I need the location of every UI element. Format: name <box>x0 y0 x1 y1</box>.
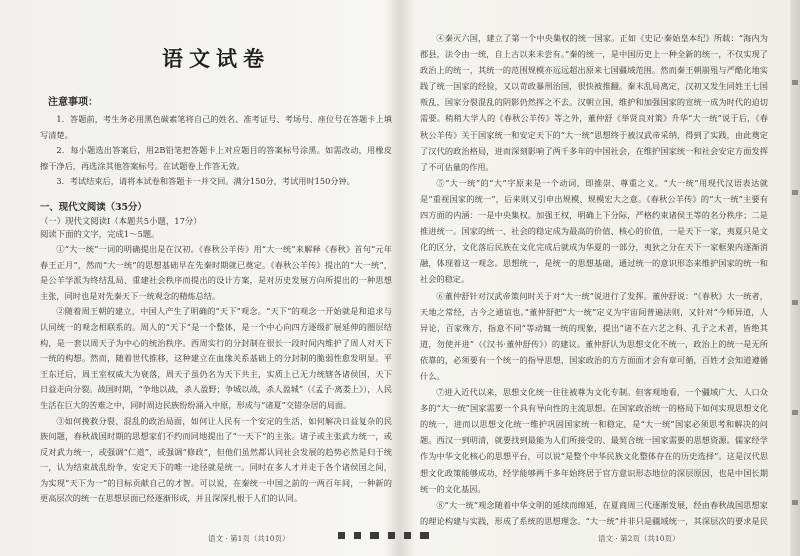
notice-item-3: 3．考试结束后，请将本试卷和答题卡一并交回。满分150分，考试用时150分钟。 <box>56 176 355 187</box>
right-page-footer: 语文 · 第2页（共10页） <box>598 534 680 543</box>
notice-item-2: 2．每小题选出答案后，用2B铅笔把答题卡上对应题目的答案标号涂黑。如需改动，用橡皮擦干净后，再选涂其他答案标号。在试题卷上作答无效。 <box>40 145 392 171</box>
registration-marks <box>338 532 429 539</box>
registration-mark <box>404 532 411 539</box>
left-paragraph-1: ①“大一统”一词的明确提出是在汉初。《春秋公羊传》用“大一统”来解释《春秋》首句“元年春王正月”，然而“大一统”的思想基础早在先秦时期就已奠定。《春秋公羊传》提出的“大一统”，是公羊学派为终结乱局、重建社会秩序而提出的设计方案，是对历史发展方向所提出的一种思想主张，同时也是对先秦天下一统观念的精炼总结。 <box>40 243 392 301</box>
registration-mark <box>420 532 429 539</box>
left-paragraph-2: ②随着周王朝的建立，中国人产生了明确的“天下”观念。“天下”的观念一开始就是和追求与认同统一的观念相联系的。周人的“天下”是一个整体，是一个中心向四方逐级扩展延伸的圈层结构，是一套以周天子为中心的统治秩序。西周实行的分封制在很长一段时间内维护了周人对天下一统的构想。然而，随着世代推移，这种建立在血缘关系基础上的分封制的脆弱性愈发明显。平王东迁后，周王室权威大为衰落，周天子虽仍名为天下共主，实质上已无力统辖各诸侯国，天下日益走向分裂。战国时期，“争地以战，杀人盈野；争城以战，杀人盈城”（《孟子·离娄上》），人民生活在巨大的苦难之中，同时周边民族纷纷涌入中原，形成与“诸夏”交错杂居的局面。 <box>40 306 392 410</box>
edge-mark <box>792 190 798 195</box>
right-paragraph-7: ⑦进入近代以来，思想文化统一往往被尊为文化专制。但客观地看，一个疆域广大、人口众多的“大一统”国家需要一个具有导向性的主流思想。在国家政治统一的格局下如何实现思想文化的统一，进而以思想文化统一维护巩固国家统一和稳定，是“大一统”国家必须思考和解决的问题。西汉一到明清，就要找到最能为人们所接受的、最契合统一国家需要的思想资源。儒家经学作为中华文化核心的思想平台，可以说“是整个中华民族文化整体存在的历史选择”。这是汉代思想文化政策能够成功，经学能够两千多年始终居于官方意识形态地位的深层原因，也是中国长期统一的文化基因。 <box>420 387 768 494</box>
left-page-footer: 语文 · 第1页（共10页） <box>208 534 290 543</box>
right-page <box>420 0 768 530</box>
right-paragraph-6: ⑥董仲舒针对汉武帝策问时关于对“大一统”说进行了发挥。董仲舒说：“《春秋》大一统者，天地之常经，古今之通谊也。”董仲舒把“大一统”定义为宇宙间普遍法则，又针对“今师异道，人异论，百家殊方，指意不同”等动辄一统的现象，提出“诸不在六艺之科、孔子之术者，皆绝其道，勿使并进”（《汉书·董仲舒传》）的建议。董仲舒认为思想文化不统一，政治上的统一是无所依靠的，必须要有一个统一的指导思想，国家政治的方方面面才会有章可循，百姓才会知道遵循什么。 <box>420 290 768 381</box>
registration-mark <box>388 532 395 539</box>
notice-item-1: 1．答题前，考生务必用黑色碳素笔将自己的姓名、准考证号、考场号、座位号在答题卡上填写清楚。 <box>40 114 392 140</box>
edge-mark <box>792 300 798 305</box>
registration-mark <box>370 532 379 539</box>
section-heading: 一、现代文阅读（35分） <box>40 201 147 213</box>
right-paragraph-5: ⑤“大一统”的“大”字原来是一个动词，即推崇、尊重之义。“大一统”用现代汉语表达就是“重视国家的统一”，后来则又引申出规模、规模宏大之意。《春秋公羊传》的“大一统”主要有四方面的内涵：一是中央集权。加强王权，明确上下分际，严格约束诸侯王等的名分秩序；二是推进统一。国家的统一、社会的稳定成为最高的价值、核心的价值，一是天下一家，夷夏只是文化的区分，文化落后民族在文化完成后就成为华夏的一部分，夷狄之分在天下一家框架内逐渐消融，体现着这一观念。思想统一，是统一的思想基础，通过统一的意识形态来维护国家的统一和社会的稳定。 <box>420 177 768 285</box>
notice-heading: 注意事项： <box>48 97 98 108</box>
left-page <box>40 0 392 530</box>
registration-mark <box>338 532 345 539</box>
edge-mark <box>792 410 798 415</box>
sub-heading: （一）现代文阅读Ⅰ（本题共5小题，17分） <box>40 215 202 226</box>
reading-instruction: 阅读下面的文字，完成1～5题。 <box>40 228 160 239</box>
binding-edge <box>790 0 800 556</box>
right-paragraph-8: ⑧“大一统”观念随着中华文明的延续而绵延，在夏商周三代逐渐发展，经由春秋战国思想家的理论构建与实践，形成了系统的思想理念。“大一统”并非只是疆域统一，其深层次的要求是民 <box>420 499 768 526</box>
edge-mark <box>792 500 798 505</box>
right-paragraph-4: ④秦灭六国，建立了第一个中央集权的统一国家。正如《史记·秦始皇本纪》所载：“海内为郡县，法令由一统，自上古以来未尝有。”秦的统一，是中国历史上一种全新的统一，不仅实现了政治上的统一，其统一的范围规模亦远远超出原来七国疆域范围。然而秦王朝崩殂与严酷化地实践了统一国家的经验，又以苛政暴刑治国，很快被推翻。秦末乱局离定，汉初又发生同姓王七国叛乱，国家分裂混乱的阴影仍然挥之不去。汉朝立国，维护和加强国家的宣统一成为时代的迫切需要。稍稍大学人的《春秋公羊传》等之外，董仲舒《举贤良对策》升华“大一统”说于后，《春秋公羊传》关于国家统一和安定天下的“大一统”思想终于被汉武帝采纳，得到了实践，由此奠定了汉代的政治格局，进而深刻影响了两千多年的中国社会，在维护国家统一和社会安定方面发挥了不可估量的作用。 <box>420 33 768 172</box>
registration-mark <box>354 532 361 539</box>
page-title: 语文试卷 <box>162 46 270 71</box>
edge-mark <box>792 80 798 85</box>
left-paragraph-3: ③如何挽救分裂、混乱的政治局面，如何让人民有一个安定的生活，如何解决日益复杂的民族问题，春秋战国时期的思想家们不约而同地提出了“一天下”的主张。诸子或主张武力统一，或反对武力统一，或强调“仁道”，或强调“修政”，但他们虽然都认同社会发展的趋势必然是归于统一，认为结束战乱纷争、安定天下的唯一途径就是统一。同时在多人才并走于各个诸侯国之间，为实现“天下为一”的目标贡献自己的才智。可以说，在秦统一中国之前的一两百年间，一种新的更高层次的统一在思想层面已经逐渐形成，并且深深扎根于人们的认同。 <box>40 415 392 504</box>
